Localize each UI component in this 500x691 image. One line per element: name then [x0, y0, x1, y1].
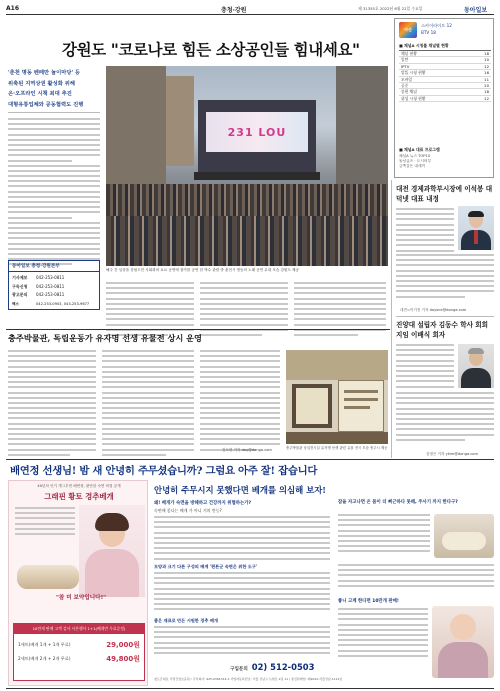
middle-rule — [6, 329, 390, 330]
ad-product-photo-2 — [432, 606, 494, 678]
museum-photo — [286, 350, 388, 444]
top-story-deck — [8, 68, 103, 110]
price-title: 10만개 판매 고객 감사 사은행사 1+1(베개만 무료증정) — [14, 624, 144, 634]
sidebar-notes: 채널A 뉴스 TOP10 돌싱글즈 · 도시어부 금쪽같은 내새끼 — [399, 154, 432, 169]
right-story-1-body — [396, 208, 454, 255]
top-story-body-col1 — [8, 118, 100, 268]
info-row: 기사제보 042-253-0811 — [12, 275, 65, 280]
middle-story-body-col1 — [8, 350, 96, 459]
ad-main-headline: 배연정 선생님! 밤 새 안녕히 주무셨습니까? 그럼요 아주 잘! 잡습니다 — [10, 465, 318, 477]
table-row: 채널 현황 18 — [401, 51, 489, 56]
header-rule — [6, 14, 494, 15]
table-row: 종편 채널 18 — [401, 89, 489, 95]
right-story-1-title: 대전 경제과학부시장에 이석봉 대덕넷 대표 내정 — [396, 185, 493, 203]
ad-body-6 — [338, 608, 428, 660]
ad-q5: 좋은 재료로 만든 시원한 경추 베개 — [154, 618, 218, 623]
right-story-2-title: 진양대 설립자 김동수 학사 회회지임 이배식 회자 — [396, 321, 488, 339]
spokesperson-photo — [79, 505, 145, 597]
date-line: 제 31355호 2022년 6월 22일 수요일 — [358, 6, 423, 11]
right-story-2-byline: 김영곤 기자 ykim@donga.com — [426, 452, 479, 456]
sidebar-subtitle-2: ■ 채널A 대표 프로그램 — [399, 147, 440, 152]
ad-phone: 구입문의 02) 512-0503 — [230, 662, 315, 672]
ad-body-4 — [338, 514, 430, 556]
paper-name: 동아일보 — [464, 7, 488, 14]
deck-line: 대형유통업체와 공동협력도 진행 — [8, 101, 84, 108]
ad-body-2 — [154, 572, 330, 614]
portrait-photo-2 — [458, 344, 494, 388]
table-row: 공중 20 — [401, 83, 489, 89]
ad-q3: 숙면에 좋다는 베개 가 아니 거의 만능? — [154, 508, 222, 513]
table-row: 위성 시청 현황 12 — [401, 95, 489, 101]
sidebar-table — [399, 50, 491, 102]
right-story-2-body-b — [396, 392, 494, 444]
deck-line: 온·오프라인 시책 최대 추진 — [8, 91, 72, 97]
middle-story-headline: 충주박물관, 독립운동가 유자명 선생 유물전 상시 운영 — [8, 333, 202, 343]
ad-q6: 좋니 고계 한다면 10만개 판매! — [338, 599, 399, 604]
middle-story-body-col3 — [200, 350, 280, 454]
ad-q2: 잠을 자고나면 온 몸이 더 뻐근하다 못해, 주사기 까지 한다구? — [338, 500, 458, 505]
deck-line: 위축된 지역상권 활성화 위해 — [8, 80, 75, 87]
right-story-2-body — [396, 344, 454, 391]
middle-story-body-col2 — [102, 350, 194, 459]
right-story-1-byline: 대전=이기진 기자 doyoce@donga.com — [400, 308, 467, 312]
ad-body-5 — [338, 564, 494, 590]
info-row: 광고문의 042-253-0811 — [12, 292, 65, 297]
ad-fine-print: 청도군대표 국정건장보증원 / 주식회사: 925-0381314-1 사업자등록번호: 서울 강남구 논현로 2길 11 / 통신판매업: 제2022-서울강남-1112호 — [154, 677, 343, 681]
ad-top-rule — [6, 459, 494, 460]
ad-q1: 왜! 베개가 숙면을 방해하고 건강까지 위협하는가? — [154, 501, 252, 506]
museum-photo-caption: 충주박물관 상설전시실 유자명 선생 관련 유물 전시 모습 충주시 제공 — [286, 446, 388, 450]
ad-left-panel — [8, 480, 148, 686]
stage-banner: 231 LOU — [206, 112, 308, 152]
logo: 아산 — [399, 22, 417, 38]
price-box — [13, 623, 145, 681]
table-row: 알뜰 시청 현황 16 — [401, 70, 489, 76]
portrait-photo-1 — [458, 206, 494, 250]
sidebar-subtitle: ■ 채널A 시청률 채널별 현황 — [399, 43, 449, 48]
ad-sub-headline: 안녕히 주무시지 못했다면 베개를 의심해 보자! — [154, 485, 326, 495]
sidebar-channel-box — [394, 18, 494, 178]
info-box — [8, 260, 100, 310]
event-photo-caption: 해주 간 일상을 강원도민 사회화의 요요 공연에 참가를 공연 한 박수 관람 중 춘천시 명동의 노래 공연 무대 모습 강원도 제공 — [106, 268, 299, 272]
event-photo — [106, 66, 388, 266]
price-row: 2세트(베개 2개 + 2개 무료) 49,800원 — [18, 655, 140, 663]
section-label: 충청·강원 — [221, 7, 247, 14]
middle-story-byline: 김도헌 기자 doy@donga.com — [222, 448, 272, 452]
table-row: IPTV 12 — [401, 63, 489, 69]
brand-line: 스카이라이프 12 — [421, 23, 452, 28]
ad-brand-pre: 40년차 인기 개그우먼 배연정, 편안한 숙면 비결 공개 — [37, 484, 121, 488]
deck-line: '춘천 명동 벤떼만 놀이마당' 등 — [8, 70, 81, 76]
top-story-body-col2 — [106, 282, 194, 339]
ad-q4: 모양과 크기 다른 구성의 배게 '편튼군 숙면은 위한 도구' — [154, 564, 258, 569]
ad-product-photo-1 — [434, 514, 494, 558]
info-row: 팩스 042-253-0903, 043-253-9677 — [12, 301, 90, 306]
pillow-image — [17, 565, 79, 589]
ad-body-3 — [154, 626, 330, 657]
ad-quote: "참 미 보약입니다!" — [55, 595, 107, 601]
ad-brand-line: 그래핀 황토 경추베개 — [44, 492, 114, 501]
table-row: 모바일 11 — [401, 76, 489, 82]
top-story-headline: 강원도 "코로나로 힘든 소상공인들 힘내세요" — [62, 40, 360, 59]
price-row: 1세트(베개 1개 + 1개 무료) 29,000원 — [18, 641, 140, 649]
page-bottom-rule — [6, 688, 494, 689]
page-number: A16 — [6, 5, 19, 12]
info-row: 구독신청 042-253-0811 — [12, 283, 65, 289]
top-story-body-col3 — [200, 282, 288, 339]
brand-line: BTV 18 — [421, 30, 436, 35]
right-story-1-body-b — [396, 254, 494, 301]
ad-body-1 — [154, 516, 330, 563]
info-box-title: 동아일보 충청·강원본부 — [9, 261, 99, 272]
page-header — [6, 4, 494, 14]
top-story-body-col4 — [294, 282, 386, 339]
table-row: 일반 10 — [401, 57, 489, 63]
